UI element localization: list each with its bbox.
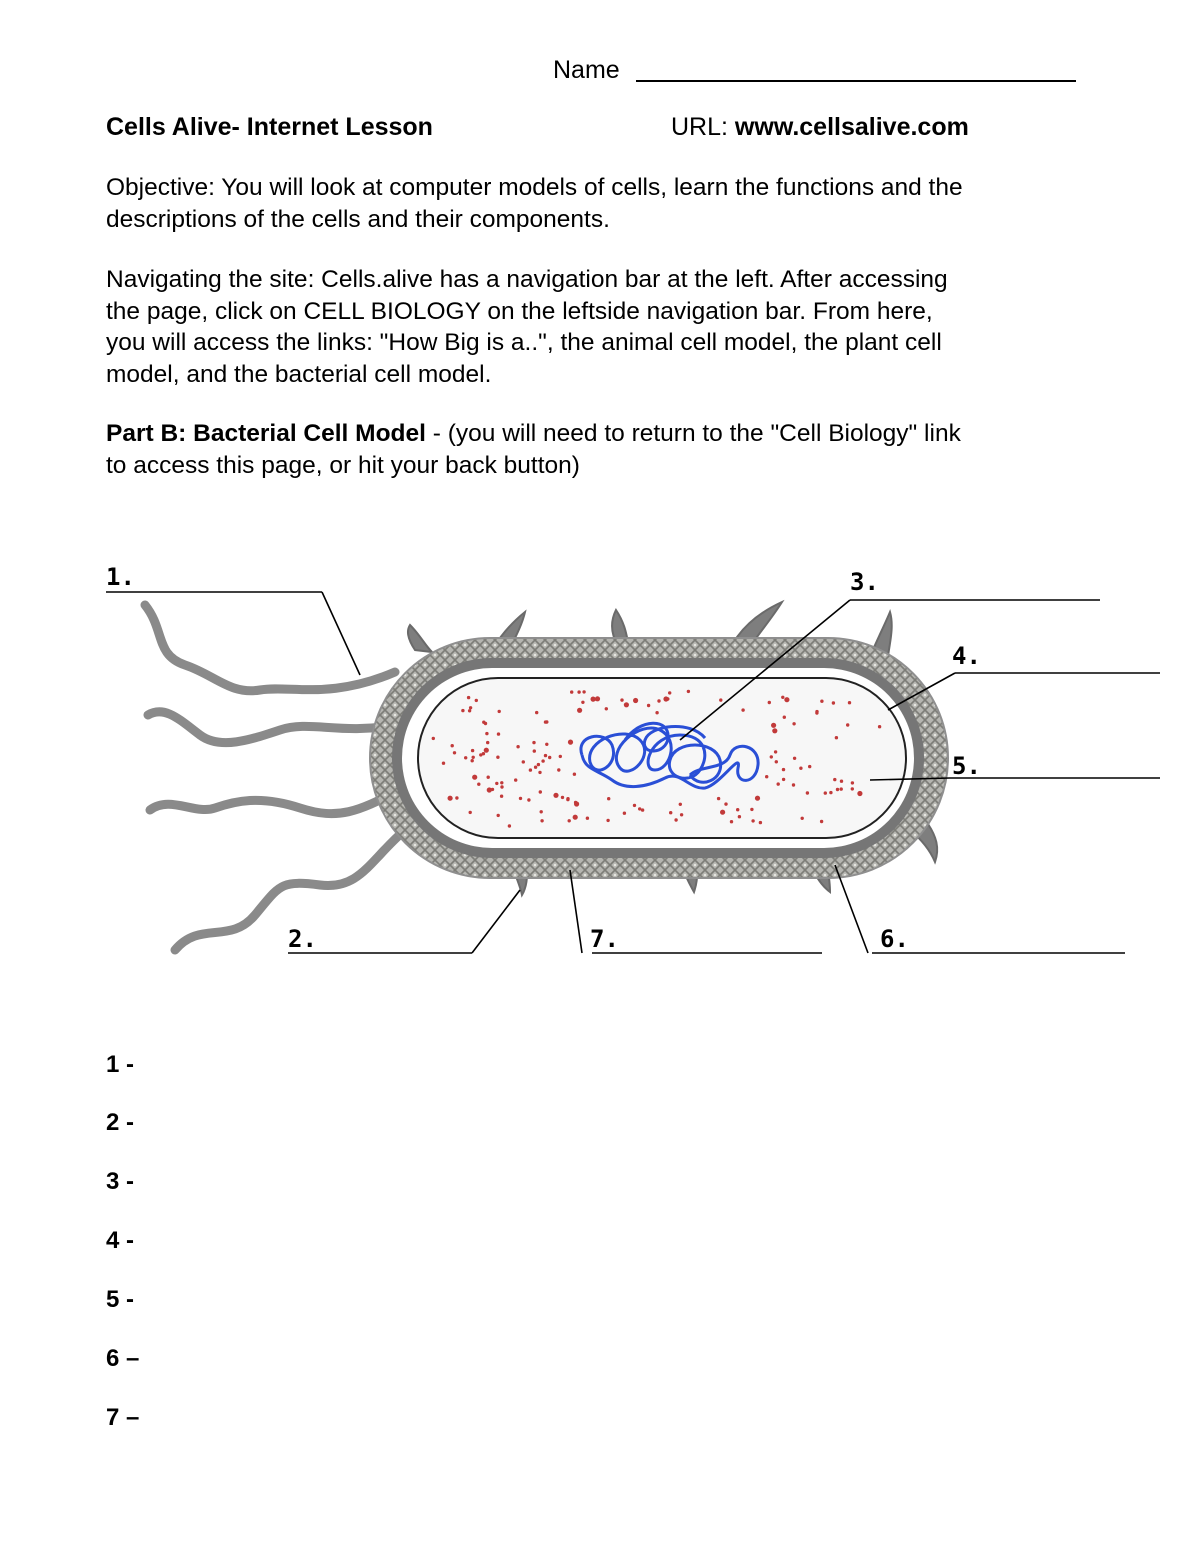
answer-3-label: 3 - [106,1168,135,1195]
ribosome-dot [532,741,535,744]
ribosome-dot [801,817,804,820]
ribosome-dot [777,782,780,785]
ribosome-dot [553,793,558,798]
ribosome-dot [655,711,658,714]
ribosome-dot [495,782,498,785]
ribosome-dot [878,725,881,728]
ribosome-dot [605,707,608,710]
ribosome-dot [568,819,571,822]
ribosome-dot [793,757,796,760]
ribosome-dot [680,813,683,816]
ribosome-dot [484,722,487,725]
ribosome-dot [537,763,540,766]
ribosome-dot [824,791,827,794]
ribosome-dot [472,756,475,759]
ribosome-dot [724,802,727,805]
ribosome-dot [540,819,543,822]
ribosome-dot [792,783,795,786]
ribosome-dot [469,811,472,814]
ribosome-dot [657,699,660,702]
ribosome-dot [851,781,854,784]
ribosome-dot [544,754,547,757]
navigating-line-3: you will access the links: "How Big is a..", the animal cell model, the plant cell [106,329,942,356]
url-label: URL: [671,113,728,141]
ribosome-dot [666,697,669,700]
ribosome-dot [771,723,776,728]
name-blank-line[interactable] [636,80,1076,82]
ribosome-dot [741,708,744,711]
ribosome-dot [848,701,851,704]
pilus [408,625,432,652]
ribosome-dot [782,778,785,781]
ribosome-dot [840,780,843,783]
ribosome-dot [736,808,739,811]
ribosome-dot [573,773,576,776]
url-value: www.cellsalive.com [734,113,969,141]
ribosome-dot [471,759,474,762]
ribosome-dot [540,810,543,813]
ribosome-dot [582,690,585,693]
flagellum-2 [148,712,395,743]
ribosome-dot [782,768,785,771]
ribosome-dot [500,785,503,788]
ribosome-dot [577,708,582,713]
diagram-label-7: 7. [590,925,619,953]
ribosome-dot [720,810,725,815]
ribosome-dot [840,787,843,790]
diagram-label-1: 1. [106,563,135,591]
ribosome-dot [484,748,489,753]
diagram-label-4: 4. [952,642,981,670]
part-b-instructions: - (you will need to return to the "Cell Biology" link [425,420,961,447]
ribosome-dot [717,797,720,800]
ribosome-dot [500,795,503,798]
ribosome-dot [533,749,536,752]
ribosome-dot [497,732,500,735]
ribosome-dot [527,798,530,801]
ribosome-dot [851,787,854,790]
ribosome-dot [534,766,537,769]
ribosome-dot [784,697,789,702]
ribosome-dot [487,776,490,779]
flagella [145,605,405,950]
ribosome-dot [448,796,453,801]
ribosome-dot [857,791,862,796]
ribosome-dot [485,732,488,735]
part-b-paragraph [106,418,1106,481]
ribosome-dot [561,796,564,799]
ribosome-dot [730,820,733,823]
ribosome-dot [453,751,456,754]
ribosome-dot [674,818,677,821]
ribosome-dot [468,709,471,712]
url-line [671,113,969,142]
objective-line-2: descriptions of the cells and their components. [106,205,610,233]
ribosome-dot [538,771,541,774]
part-b-line-1 [106,418,1106,450]
diagram-label-6: 6. [880,925,909,953]
ribosome-dot [500,781,503,784]
ribosome-dot [539,790,542,793]
ribosome-dot [638,807,641,810]
objective-line-1: Objective: You will look at computer models of cells, learn the functions and the [106,174,963,201]
ribosome-dot [820,700,823,703]
ribosome-dot [516,745,519,748]
ribosome-dot [471,749,474,752]
ribosome-dot [477,783,480,786]
flagellum-1 [145,605,395,691]
ribosome-dot [633,804,636,807]
ribosome-dot [836,788,839,791]
ribosome-dot [522,760,525,763]
ribosome-dot [765,775,768,778]
ribosome-dot [768,701,771,704]
ribosome-dot [451,744,454,747]
ribosome-dot [759,821,762,824]
part-b-title: Part B: Bacterial Cell Model [106,420,426,447]
navigating-line-1: Navigating the site: Cells.alive has a navigation bar at the left. After accessing [106,266,948,293]
name-label: Name [553,56,620,84]
ribosome-dot [568,740,573,745]
ribosome-dot [545,743,548,746]
ribosome-dot [738,815,741,818]
answer-1-label: 1 - [106,1051,135,1078]
ribosome-dot [668,691,671,694]
navigating-paragraph [106,264,1106,390]
ribosome-dot [498,710,501,713]
answer-2-label: 2 - [106,1109,135,1136]
flagellum-3 [150,790,400,814]
ribosome-dot [573,815,578,820]
answer-4-label: 4 - [106,1227,135,1254]
ribosome-dot [719,698,722,701]
ribosome-dot [593,698,596,701]
ribosome-dot [482,752,485,755]
ribosome-dot [566,798,569,801]
ribosome-dot [829,791,832,794]
answer-6-label: 6 – [106,1345,140,1372]
ribosome-dot [820,820,823,823]
ribosome-dot [669,811,672,814]
ribosome-dot [606,819,609,822]
worksheet-title: Cells Alive- Internet Lesson [106,113,433,141]
ribosome-dot [808,765,811,768]
ribosome-dot [464,756,467,759]
ribosome-dot [491,788,494,791]
ribosome-dot [557,768,560,771]
ribosome-dot [792,722,795,725]
ribosome-dot [832,701,835,704]
ribosome-dot [806,791,809,794]
ribosome-dot [624,702,629,707]
objective-paragraph [106,172,1106,235]
ribosome-dot [472,775,477,780]
ribosome-dot [514,778,517,781]
ribosome-dot [535,711,538,714]
ribosome-dot [641,808,644,811]
ribosome-dot [529,768,532,771]
ribosome-dot [774,750,777,753]
ribosome-dot [835,736,838,739]
ribosome-dot [496,756,499,759]
ribosome-dot [469,706,472,709]
ribosome-dot [751,819,754,822]
diagram-label-2: 2. [288,925,317,953]
ribosome-dot [620,698,623,701]
ribosome-dot [679,803,682,806]
ribosome-dot [846,723,849,726]
diagram-label-3: 3. [850,568,879,596]
diagram-label-5: 5. [952,752,981,780]
ribosome-dot [577,690,580,693]
ribosome-dot [623,812,626,815]
ribosome-dot [750,808,753,811]
ribosome-dot [770,755,773,758]
ribosome-dot [772,728,777,733]
ribosome-dot [570,690,573,693]
ribosome-dot [545,720,548,723]
ribosome-dot [461,709,464,712]
ribosome-dot [755,796,760,801]
ribosome-dot [486,741,489,744]
ribosome-dot [799,767,802,770]
answer-5-label: 5 - [106,1286,135,1313]
part-b-line-2: to access this page, or hit your back button) [106,451,580,479]
ribosome-dot [815,711,818,714]
ribosome-dot [833,778,836,781]
ribosome-dot [775,760,778,763]
ribosome-dot [541,759,544,762]
ribosome-dot [467,696,470,699]
ribosome-dot [497,814,500,817]
navigating-line-2: the page, click on CELL BIOLOGY on the leftside navigation bar. From here, [106,297,933,325]
ribosome-dot [586,817,589,820]
ribosome-dot [455,796,458,799]
ribosome-dot [633,698,638,703]
ribosome-dot [687,690,690,693]
ribosome-dot [574,801,579,806]
bacterial-cell-diagram [0,540,1200,980]
navigating-line-4: model, and the bacterial cell model. [106,360,492,388]
ribosome-dot [508,824,511,827]
ribosome-dot [781,696,784,699]
ribosome-dot [519,797,522,800]
ribosome-dot [475,699,478,702]
ribosome-dot [647,704,650,707]
ribosome-dot [607,797,610,800]
ribosome-dot [432,737,435,740]
ribosome-dot [559,755,562,758]
answer-7-label: 7 – [106,1404,140,1431]
ribosome-dot [581,701,584,704]
ribosome-dot [783,716,786,719]
ribosome-dot [548,756,551,759]
ribosome-dot [442,762,445,765]
